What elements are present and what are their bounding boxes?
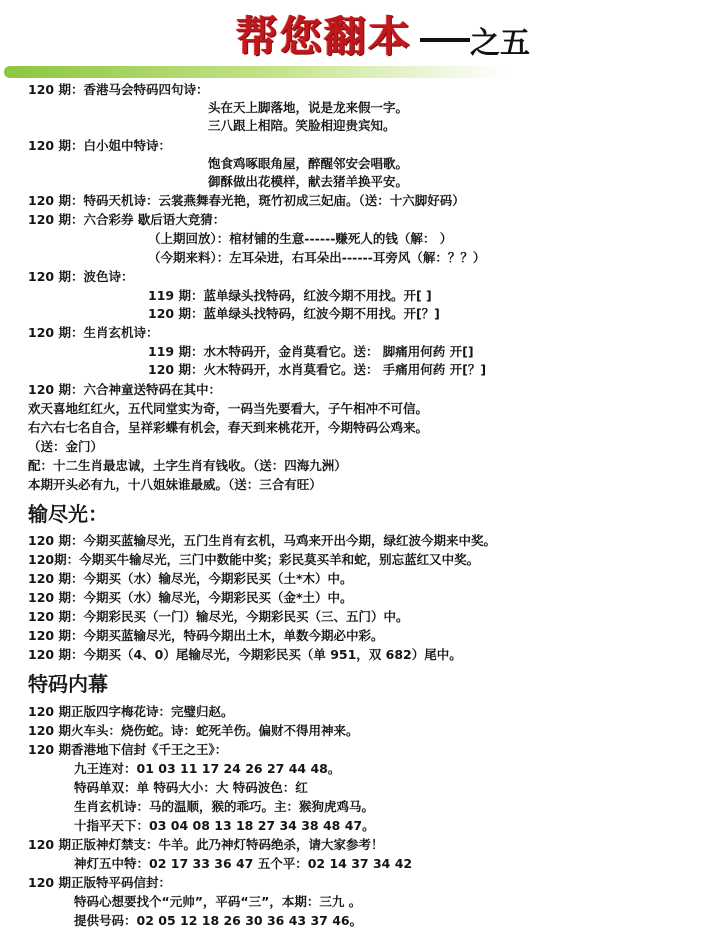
inside-line: 生肖玄机诗：马的温顺，猴的乖巧。主：猴狗虎鸡马。 <box>74 799 375 814</box>
lose-line: 120 期：今期买蓝输尽光，特码今期出土木，单数今期必中彩。 <box>28 628 384 643</box>
section-title-inside: 特码内幕 <box>28 672 108 696</box>
poem-line: 120 期：生肖玄机诗： <box>28 325 159 340</box>
poem-line: 120 期：香港马会特码四句诗： <box>28 82 209 97</box>
poem-line: 120 期：蓝单绿头找特码，红波今期不用找。开[？] <box>148 306 440 321</box>
inside-line: 特码单双：单 特码大小：大 特码波色：红 <box>74 780 308 795</box>
page-title: 帮您翻本 <box>236 12 413 61</box>
poem-line: 120 期：六合彩券 歇后语大竞猜： <box>28 212 226 227</box>
inside-line: 特码心想要找个“元帅”，平码“三”，本期：三九 。 <box>74 894 362 909</box>
section-title-lose: 输尽光： <box>28 502 108 526</box>
lose-line: 120 期：今期彩民买（一门）输尽光，今期彩民买（三、五门）中。 <box>28 609 409 624</box>
poem-line: 欢天喜地红红火，五代同堂实为奇，一码当先要看大，子午相冲不可信。 <box>28 401 429 416</box>
poem-line: 御酥做出花模样，献去猪羊换平安。 <box>208 174 409 189</box>
inside-line: 120 期火车头：烧伤蛇。诗：蛇死羊伤。偏财不得用神来。 <box>28 723 359 738</box>
poem-line: 本期开头必有九，十八姐妹谁最威。（送：三合有旺） <box>28 477 322 492</box>
inside-line: 120 期香港地下信封《千王之王》： <box>28 742 228 757</box>
poem-line: 119 期：蓝单绿头找特码，红波今期不用找。开[ ] <box>148 288 432 303</box>
inside-line: 120 期正版四字梅花诗：完璧归赵。 <box>28 704 234 719</box>
poem-line: 饱食鸡啄眼角屋，醉醒邻安会唱歌。 <box>208 156 409 171</box>
poem-line: 头在天上脚落地，说是龙来假一字。 <box>208 100 409 115</box>
poem-line: 配：十二生肖最忠诚，土字生肖有钱收。（送：四海九洲） <box>28 458 347 473</box>
poem-line: （上期回放）：棺材铺的生意------赚死人的钱（解： ） <box>148 231 453 246</box>
lose-line: 120期：今期买牛输尽光，三门中数能中奖；彩民莫买羊和蛇，别忘蓝红又中奖。 <box>28 552 480 567</box>
poem-line: 120 期：白小姐中特诗： <box>28 138 171 153</box>
inside-line: 120 期正版特平码信封： <box>28 875 171 890</box>
poem-line: （送：金门） <box>28 439 104 454</box>
poem-line: 右六右七名自合，呈祥彩蝶有机会，春天到来桃花开，今期特码公鸡来。 <box>28 420 429 435</box>
poem-line: 三八跟上相陪。笑脸相迎贵宾知。 <box>208 118 396 133</box>
inside-line: 120 期正版神灯禁支：牛羊。此乃神灯特码绝杀，请大家参考！ <box>28 837 384 852</box>
poem-line: （今期来料）：左耳朵进，右耳朵出------耳旁风（解：？？） <box>148 250 486 265</box>
lose-line: 120 期：今期买（水）输尽光，今期彩民买（土*木）中。 <box>28 571 353 586</box>
lose-line: 120 期：今期买（水）输尽光，今期彩民买（金*土）中。 <box>28 590 353 605</box>
poem-line: 120 期：六合神童送特码在其中： <box>28 382 221 397</box>
inside-line: 提供号码：02 05 12 18 26 30 36 43 37 46。 <box>74 913 363 928</box>
lose-line: 120 期：今期买（4、0）尾输尽光，今期彩民买（单 951，双 682）尾中。 <box>28 647 462 662</box>
poem-line: 119 期：水木特码开，金肖莫看它。送： 脚痛用何药 开[] <box>148 344 474 359</box>
poem-line: 120 期：特码天机诗：云裳燕舞春光艳，斑竹初成三妃庙。（送：十六脚好码） <box>28 193 465 208</box>
inside-line: 十指平天下：03 04 08 13 18 27 34 38 48 47。 <box>74 818 375 833</box>
poem-line: 120 期：波色诗： <box>28 269 134 284</box>
inside-line: 神灯五中特：02 17 33 36 47 五个平：02 14 37 34 42 <box>74 856 413 871</box>
poem-line: 120 期：火木特码开，水肖莫看它。送： 手痛用何药 开[？] <box>148 362 487 377</box>
lose-line: 120 期：今期买蓝输尽光，五门生肖有玄机，马鸡来开出今期，绿红波今期来中奖。 <box>28 533 496 548</box>
page-subtitle: 之五 <box>470 26 530 61</box>
inside-line: 九王连对：01 03 11 17 24 26 27 44 48。 <box>74 761 341 776</box>
